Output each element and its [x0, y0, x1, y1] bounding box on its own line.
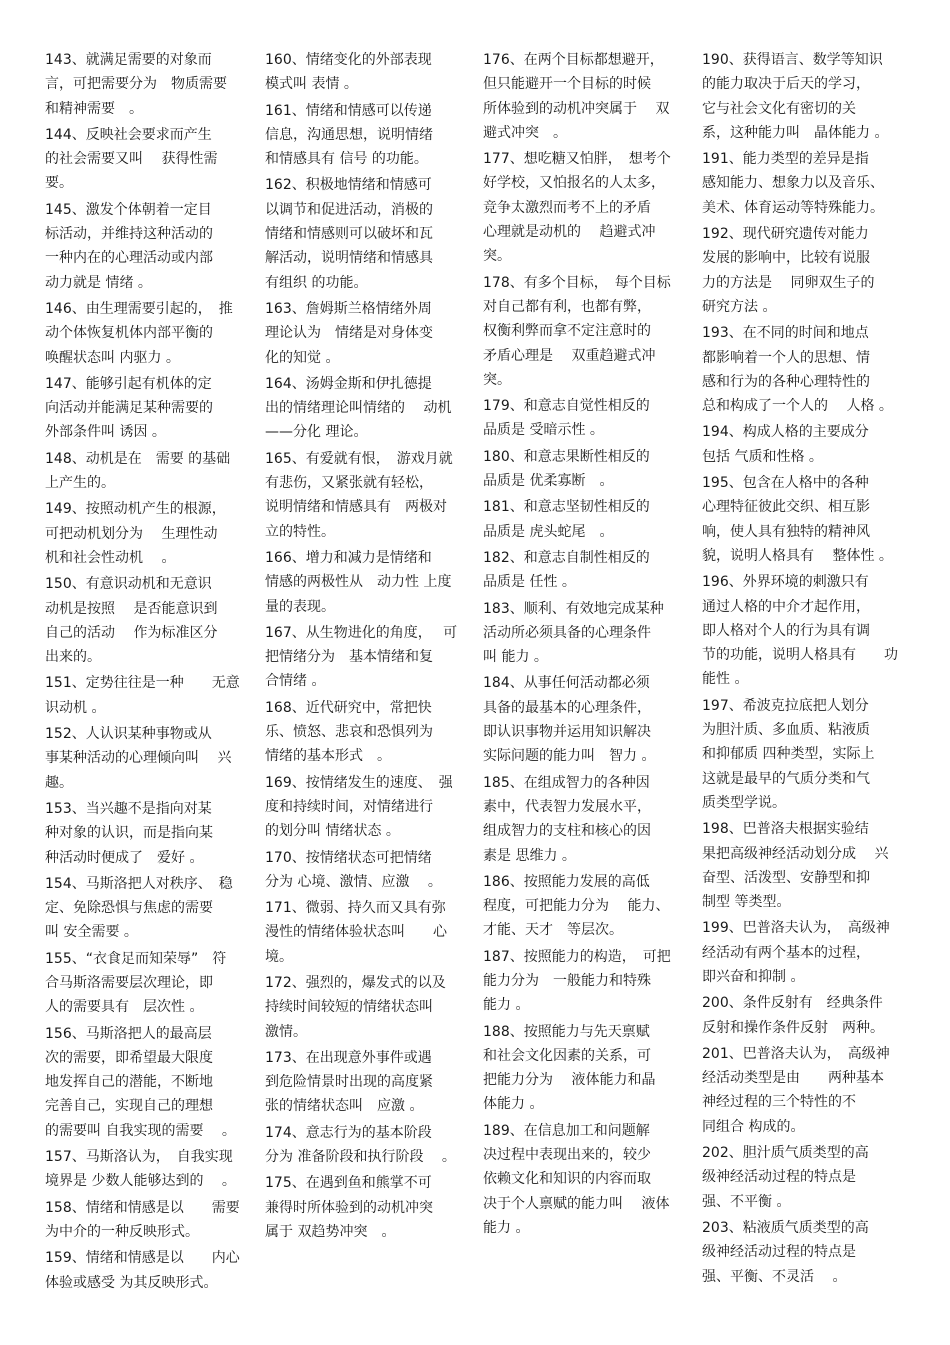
question-line: 上产生的。	[45, 475, 115, 492]
question-line: 趣。	[45, 774, 73, 791]
question-line: 信息，沟通思想，说明情绪	[265, 126, 433, 143]
question-line: 152、人认识某种事物或从	[45, 726, 212, 743]
question-line: 化的知觉 。	[265, 349, 340, 366]
question-item-200	[702, 991, 912, 1040]
question-line: 163、詹姆斯兰格情绪外周	[265, 300, 432, 317]
question-line: 为胆汁质、多血质、粘液质	[702, 722, 870, 739]
question-line: 160、情绪变化的外部表现	[265, 52, 432, 68]
question-line: 157、马斯洛认为， 自我实现	[45, 1149, 233, 1166]
question-line: 包括 气质和性格 。	[702, 448, 823, 465]
question-line: 出来的。	[45, 649, 101, 666]
question-item-174	[265, 1121, 470, 1170]
question-line: 即兴奋和抑制 。	[702, 968, 805, 985]
question-line: 170、按情绪状态可把情绪	[265, 849, 432, 866]
question-line: 系，这种能力叫 晶体能力 。	[702, 124, 889, 141]
question-line: 经活动有两个基本的过程，	[702, 944, 870, 961]
question-line: ——分化 理论。	[265, 424, 368, 441]
question-item-199	[702, 916, 912, 989]
question-item-170	[265, 846, 470, 895]
question-line: 动机是按照 是否能意识到	[45, 600, 218, 617]
question-line: 的划分叫 情绪状态 。	[265, 823, 400, 840]
question-item-145	[45, 198, 250, 295]
question-line: 品质是 优柔寡断 。	[483, 473, 614, 490]
question-item-169	[265, 771, 470, 844]
question-line: 153、当兴趣不是指向对某	[45, 800, 212, 817]
question-item-202	[702, 1141, 912, 1214]
question-line: 素是 思维力 。	[483, 847, 576, 864]
question-line: 决过程中表现出来的，较少	[483, 1147, 651, 1164]
question-line: 158、情绪和情感是以 需要	[45, 1199, 240, 1216]
question-line: 程度，可把能力分为 能力、	[483, 898, 670, 915]
question-item-153	[45, 797, 250, 870]
question-item-154	[45, 872, 250, 945]
question-line: 体验或感受 为其反映形式。	[45, 1274, 218, 1291]
question-item-193	[702, 321, 912, 418]
question-line: 叫 能力 。	[483, 649, 548, 666]
question-line: 把情绪分为 基本情绪和复	[265, 649, 433, 666]
question-item-180	[483, 445, 688, 494]
question-line: 体能力 。	[483, 1096, 544, 1113]
question-line: 漫性的情绪体验状态叫 心	[265, 924, 447, 941]
question-line: 反射和操作条件反射 两种。	[702, 1019, 884, 1036]
question-item-187	[483, 945, 688, 1018]
question-line: 即人格对个人的行为具有调	[702, 622, 870, 639]
question-item-183	[483, 597, 688, 670]
question-item-165	[265, 447, 470, 544]
question-line: 激情。	[265, 1023, 307, 1040]
question-line: 感知能力、想象力以及音乐、	[702, 175, 884, 192]
question-line: 质类型学说。	[702, 794, 786, 811]
question-line: 即认识事物并运用知识解决	[483, 724, 651, 741]
question-item-190	[702, 48, 912, 145]
question-line: 148、动机是在 需要 的基础	[45, 450, 231, 467]
question-line: 通过人格的中介才起作用，	[702, 598, 870, 615]
column-3	[483, 48, 688, 1242]
question-line: 属于 双趋势冲突 。	[265, 1223, 396, 1240]
question-line: 有组织 的功能。	[265, 274, 368, 291]
question-line: 外部条件叫 诱因 。	[45, 424, 166, 441]
question-line: 兼得时所体验到的动机冲突	[265, 1199, 433, 1216]
question-line: 级神经活动过程的特点是	[702, 1244, 856, 1261]
question-line: 情绪和情感则可以破坏和瓦	[265, 226, 433, 243]
question-item-146	[45, 297, 250, 370]
question-line: 165、有爱就有恨， 游戏月就	[265, 450, 453, 467]
question-line: 它与社会文化有密切的关	[702, 100, 856, 117]
question-line: 143、就满足需要的对象而	[45, 52, 212, 68]
question-line: 境。	[265, 948, 293, 965]
question-line: 自己的活动 作为标准区分	[45, 624, 218, 641]
question-line: 素中，代表智力发展水平，	[483, 798, 651, 815]
question-item-192	[702, 222, 912, 319]
question-line: 心理就是动机的 趋避式冲	[483, 224, 656, 241]
question-line: 162、积极地情绪和情感可	[265, 177, 432, 194]
question-line: 出的情绪理论叫情绪的 动机	[265, 400, 452, 417]
question-line: 能力 。	[483, 997, 530, 1014]
question-line: 190、获得语言、数学等知识	[702, 52, 883, 68]
question-line: 奋型、活泼型、安静型和抑	[702, 869, 870, 886]
question-line: 突。	[483, 248, 511, 265]
question-item-166	[265, 546, 470, 619]
question-line: 202、胆汁质气质类型的高	[702, 1145, 869, 1162]
question-line: 发展的影响中，比较有说服	[702, 250, 870, 267]
question-line: 的需要叫 自我实现的需要 。	[45, 1122, 236, 1139]
question-item-178	[483, 271, 688, 392]
question-line: 好学校，又怕报名的人太多，	[483, 175, 665, 192]
question-line: 164、汤姆金斯和伊扎德提	[265, 375, 432, 392]
question-line: 解活动，说明情绪和情感具	[265, 250, 433, 267]
question-item-186	[483, 870, 688, 943]
column-2	[265, 48, 470, 1246]
question-line: 193、在不同的时间和地点	[702, 325, 869, 342]
question-line: 强、平衡、不灵活 。	[702, 1268, 847, 1285]
question-line: 才能、天才 等层次。	[483, 922, 623, 939]
question-item-175	[265, 1171, 470, 1244]
question-line: 到危险情景时出现的高度紧	[265, 1074, 433, 1091]
question-line: 避式冲突 。	[483, 124, 567, 141]
question-item-201	[702, 1042, 912, 1139]
question-item-196	[702, 570, 912, 691]
question-line: 活动所必须具备的心理条件	[483, 624, 651, 641]
question-item-151	[45, 671, 250, 720]
question-line: 147、能够引起有机体的定	[45, 375, 212, 392]
question-line: 完善自己，实现自己的理想	[45, 1098, 213, 1115]
question-line: 和精神需要 。	[45, 100, 143, 117]
question-item-177	[483, 147, 688, 268]
question-item-158	[45, 1196, 250, 1245]
question-line: 模式叫 表情 。	[265, 76, 358, 93]
question-line: 识动机 。	[45, 699, 106, 716]
question-line: 立的特性。	[265, 523, 335, 540]
question-line: 能性 。	[702, 671, 749, 688]
question-line: 同组合 构成的。	[702, 1118, 805, 1135]
question-line: 神经过程的三个特性的不	[702, 1094, 856, 1111]
question-line: 品质是 受暗示性 。	[483, 422, 604, 439]
question-item-157	[45, 1145, 250, 1194]
question-line: 合情绪 。	[265, 673, 326, 690]
question-line: 169、按情绪发生的速度、 强	[265, 774, 453, 791]
question-line: 154、马斯洛把人对秩序、 稳	[45, 875, 233, 892]
question-line: 以调节和促进活动，消极的	[265, 201, 433, 218]
question-line: 191、能力类型的差异是指	[702, 151, 869, 168]
question-line: 突。	[483, 371, 511, 388]
question-line: 张的情绪状态叫 应激 。	[265, 1098, 424, 1115]
question-item-194	[702, 420, 912, 469]
question-line: 151、定势往往是一种 无意	[45, 675, 240, 692]
question-item-185	[483, 771, 688, 868]
question-item-160	[265, 48, 470, 97]
question-line: 心理特征彼此交织、相互影	[702, 499, 870, 516]
question-line: 171、微弱、持久而又具有弥	[265, 900, 446, 917]
question-line: 为中介的一种反映形式。	[45, 1223, 199, 1240]
question-item-171	[265, 896, 470, 969]
question-line: 节的功能，说明人格具有 功	[702, 647, 898, 664]
question-line: 言，可把需要分为 物质需要	[45, 76, 227, 93]
question-line: 品质是 任性 。	[483, 574, 576, 591]
question-item-163	[265, 297, 470, 370]
question-line: 种活动时便成了 爱好 。	[45, 849, 204, 866]
question-line: 这就是最早的气质分类和气	[702, 770, 870, 787]
question-item-168	[265, 696, 470, 769]
question-item-184	[483, 671, 688, 768]
question-item-176	[483, 48, 688, 145]
question-line: 竞争太激烈而考不上的矛盾	[483, 199, 651, 216]
question-line: 201、巴普洛夫认为， 高级神	[702, 1045, 890, 1062]
question-line: 说明情绪和情感具有 两极对	[265, 499, 447, 516]
question-line: 181、和意志坚韧性相反的	[483, 499, 650, 516]
question-line: 145、激发个体朝着一定目	[45, 201, 212, 218]
question-line: 乐、愤怒、悲哀和恐惧列为	[265, 724, 433, 741]
question-line: 强、不平衡 。	[702, 1193, 791, 1210]
question-line: 对自己都有利，也都有弊，	[483, 298, 651, 315]
question-line: 分为 准备阶段和执行阶段 。	[265, 1149, 456, 1166]
question-line: 199、巴普洛夫认为， 高级神	[702, 920, 890, 937]
question-item-198	[702, 817, 912, 914]
question-line: 依赖文化和知识的内容而取	[483, 1171, 651, 1188]
question-line: 总和构成了一个人的 人格 。	[702, 398, 893, 415]
question-line: 187、按照能力的构造， 可把	[483, 948, 671, 965]
question-line: 组成智力的支柱和核心的因	[483, 823, 651, 840]
question-item-167	[265, 621, 470, 694]
question-item-195	[702, 471, 912, 568]
question-line: 美术、体育运动等特殊能力。	[702, 199, 884, 216]
question-line: 150、有意识动机和无意识	[45, 576, 212, 593]
question-line: 173、在出现意外事件或遇	[265, 1049, 432, 1066]
question-line: 力的方法是 同卵双生子的	[702, 274, 875, 291]
question-line: 182、和意志自制性相反的	[483, 549, 650, 566]
question-line: 定、免除恐惧与焦虑的需要	[45, 900, 213, 917]
question-line: 量的表现。	[265, 598, 335, 615]
column-4	[702, 48, 912, 1291]
question-line: 具备的最基本的心理条件，	[483, 699, 651, 716]
question-line: 196、外界环境的刺激只有	[702, 574, 869, 591]
question-line: 和情感具有 信号 的功能。	[265, 151, 428, 168]
question-line: 把能力分为 液体能力和晶	[483, 1072, 656, 1089]
question-line: 174、意志行为的基本阶段	[265, 1124, 432, 1141]
question-line: 级神经活动过程的特点是	[702, 1169, 856, 1186]
question-item-155	[45, 947, 250, 1020]
question-line: 161、情绪和情感可以传递	[265, 102, 432, 119]
question-line: 标活动，并维持这种活动的	[45, 226, 213, 243]
question-item-181	[483, 495, 688, 544]
question-item-189	[483, 1119, 688, 1240]
question-line: 144、反映社会要求而产生	[45, 126, 212, 143]
question-line: 动个体恢复机体内部平衡的	[45, 325, 213, 342]
question-line: 品质是 虎头蛇尾 。	[483, 523, 614, 540]
question-line: 198、巴普洛夫根据实验结	[702, 821, 869, 838]
question-line: 经活动类型是由 两种基本	[702, 1070, 884, 1087]
question-item-149	[45, 497, 250, 570]
question-line: 制型 等类型。	[702, 894, 791, 911]
question-line: 种对象的认识，而是指向某	[45, 825, 213, 842]
question-item-148	[45, 447, 250, 496]
question-line: 186、按照能力发展的高低	[483, 873, 650, 890]
question-item-143	[45, 48, 250, 121]
question-line: 175、在遇到鱼和熊掌不可	[265, 1175, 432, 1192]
question-line: 200、条件反射有 经典条件	[702, 995, 883, 1012]
question-item-188	[483, 1020, 688, 1117]
question-item-144	[45, 123, 250, 196]
question-line: 146、由生理需要引起的， 推	[45, 300, 233, 317]
question-line: 可把动机划分为 生理性动	[45, 525, 218, 542]
question-item-159	[45, 1246, 250, 1295]
question-item-147	[45, 372, 250, 445]
question-line: 决于个人禀赋的能力叫 液体	[483, 1195, 670, 1212]
question-line: 197、希波克拉底把人划分	[702, 697, 869, 714]
question-item-172	[265, 971, 470, 1044]
question-item-173	[265, 1046, 470, 1119]
question-line: 权衡利弊而拿不定注意时的	[483, 323, 651, 340]
question-line: 176、在两个目标都想避开，	[483, 52, 664, 68]
question-item-191	[702, 147, 912, 220]
question-line: 159、情绪和情感是以 内心	[45, 1250, 240, 1267]
question-line: 189、在信息加工和问题解	[483, 1122, 650, 1139]
question-line: 155、“衣食足而知荣辱” 符	[45, 950, 227, 967]
question-item-150	[45, 572, 250, 669]
question-line: 168、近代研究中，常把快	[265, 699, 432, 716]
question-line: 持续时间较短的情绪状态叫	[265, 999, 433, 1016]
column-1	[45, 48, 250, 1297]
question-line: 情感的两极性从 动力性 上度	[265, 574, 452, 591]
question-line: 156、马斯洛把人的最高层	[45, 1025, 212, 1042]
question-line: 度和持续时间，对情绪进行	[265, 798, 433, 815]
question-line: 178、有多个目标， 每个目标	[483, 274, 671, 291]
question-item-182	[483, 546, 688, 595]
question-line: 分为 心境、激情、应激 。	[265, 873, 442, 890]
question-line: 185、在组成智力的各种因	[483, 774, 650, 791]
question-line: 要。	[45, 175, 73, 192]
question-line: 所体验到的动机冲突属于 双	[483, 100, 670, 117]
question-line: 172、强烈的，爆发式的以及	[265, 974, 446, 991]
question-line: 实际问题的能力叫 智力 。	[483, 748, 656, 765]
question-line: 果把高级神经活动划分成 兴	[702, 845, 889, 862]
question-line: 感和行为的各种心理特性的	[702, 373, 870, 390]
question-line: 动力就是 情绪 。	[45, 274, 152, 291]
question-line: 地发挥自己的潜能，不断地	[45, 1074, 213, 1091]
question-line: 机和社会性动机 。	[45, 549, 176, 566]
question-line: 179、和意志自觉性相反的	[483, 398, 650, 415]
question-line: 人的需要具有 层次性 。	[45, 999, 204, 1016]
question-item-152	[45, 722, 250, 795]
question-line: 能力分为 一般能力和特殊	[483, 972, 651, 989]
question-line: 203、粘液质气质类型的高	[702, 1219, 869, 1236]
question-line: 194、构成人格的主要成分	[702, 424, 869, 441]
question-line: 183、顺利、有效地完成某种	[483, 600, 664, 617]
question-line: 向活动并能满足某种需要的	[45, 400, 213, 417]
question-item-164	[265, 372, 470, 445]
question-line: 180、和意志果断性相反的	[483, 448, 650, 465]
question-line: 的社会需要又叫 获得性需	[45, 151, 218, 168]
question-line: 境界是 少数人能够达到的 。	[45, 1173, 236, 1190]
question-item-197	[702, 694, 912, 815]
question-line: 177、想吃糖又怕胖， 想考个	[483, 151, 671, 168]
question-line: 192、现代研究遗传对能力	[702, 226, 869, 243]
question-line: 叫 安全需要 。	[45, 924, 138, 941]
question-line: 唤醒状态叫 内驱力 。	[45, 349, 180, 366]
question-line: 合马斯洛需要层次理论，即	[45, 974, 213, 991]
question-line: 事某种活动的心理倾向叫 兴	[45, 750, 232, 767]
question-item-162	[265, 173, 470, 294]
question-line: 能力 。	[483, 1219, 530, 1236]
question-item-156	[45, 1022, 250, 1143]
question-line: 响，使人具有独特的精神风	[702, 523, 870, 540]
question-line: 研究方法 。	[702, 298, 777, 315]
question-line: 和社会文化因素的关系，可	[483, 1047, 651, 1064]
question-line: 矛盾心理是 双重趋避式冲	[483, 347, 656, 364]
question-line: 都影响着一个人的思想、情	[702, 349, 870, 366]
question-line: 貌，说明人格具有 整体性 。	[702, 547, 893, 564]
question-line: 的能力取决于后天的学习，	[702, 76, 870, 93]
question-line: 和抑郁质 四种类型，实际上	[702, 746, 875, 763]
question-line: 情绪的基本形式 。	[265, 748, 391, 765]
question-item-161	[265, 99, 470, 172]
question-line: 理论认为 情绪是对身体变	[265, 325, 433, 342]
question-line: 149、按照动机产生的根源，	[45, 501, 226, 518]
question-line: 有悲伤，又紧张就有轻松，	[265, 475, 433, 492]
question-item-179	[483, 394, 688, 443]
question-item-203	[702, 1216, 912, 1289]
question-line: 195、包含在人格中的各种	[702, 475, 869, 492]
question-line: 但只能避开一个目标的时候	[483, 76, 651, 93]
question-line: 188、按照能力与先天禀赋	[483, 1023, 650, 1040]
question-line: 184、从事任何活动都必须	[483, 675, 650, 692]
question-line: 一种内在的心理活动或内部	[45, 250, 213, 267]
question-line: 167、从生物进化的角度， 可	[265, 624, 458, 641]
question-line: 次的需要，即希望最大限度	[45, 1049, 213, 1066]
question-line: 166、增力和减力是情绪和	[265, 549, 432, 566]
